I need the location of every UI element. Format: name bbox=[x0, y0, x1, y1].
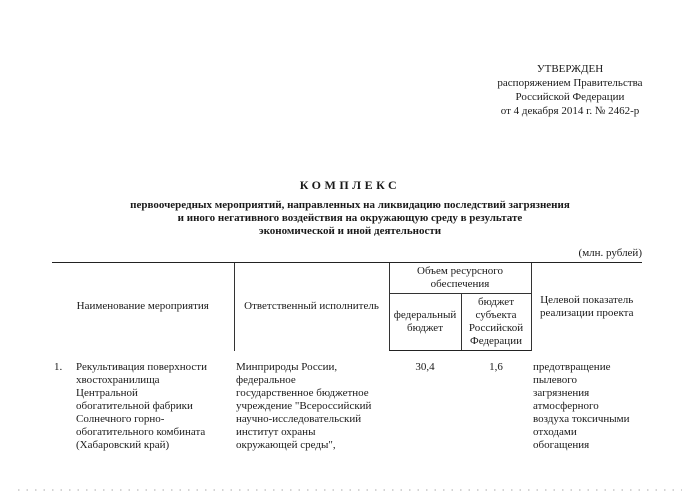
header-regional: бюджет субъекта Российской Федерации bbox=[461, 294, 531, 351]
table-row bbox=[52, 361, 642, 452]
measures-table bbox=[52, 262, 642, 452]
executor-line: учреждение "Всероссийский bbox=[236, 399, 372, 412]
subtitle-line: первоочередных мероприятий, направленных на ликвидацию последствий загрязнения bbox=[130, 199, 570, 211]
header-federal: федеральный бюджет bbox=[389, 294, 461, 351]
target-line: воздуха токсичными bbox=[533, 412, 630, 425]
measure-name-line: обогатительной фабрики bbox=[76, 399, 193, 412]
header-executor: Ответственный исполнитель bbox=[234, 263, 389, 351]
measure-name-line: (Хабаровский край) bbox=[76, 438, 170, 451]
target-line: предотвращение bbox=[533, 360, 611, 373]
regional-budget-cell: 1,6 bbox=[489, 360, 503, 373]
executor-line: государственное бюджетное bbox=[236, 386, 369, 399]
measure-name-line: хвостохранилища bbox=[76, 373, 160, 386]
header-target: Целевой показатель реализации проекта bbox=[531, 263, 642, 351]
measure-name-line: Рекультивация поверхности bbox=[76, 360, 207, 373]
executor-line: окружающей среды", bbox=[236, 438, 336, 451]
executor-line: научно-исследовательский bbox=[236, 412, 362, 425]
measure-name-line: Центральной bbox=[76, 386, 138, 399]
approval-line: от 4 декабря 2014 г. № 2462-р bbox=[500, 105, 640, 117]
approval-line: УТВЕРЖДЕН bbox=[536, 63, 604, 75]
approval-line: Российской Федерации bbox=[515, 91, 625, 103]
federal-budget-cell: 30,4 bbox=[415, 360, 435, 373]
subtitle-line: и иного негативного воздействия на окружающую среду в результате bbox=[177, 212, 523, 224]
subtitle-line: экономической и иной деятельности bbox=[258, 225, 442, 237]
executor-cell bbox=[234, 361, 389, 452]
measure-name-line: Солнечного горно- bbox=[76, 412, 165, 425]
approval-line: распоряжением Правительства bbox=[497, 77, 643, 89]
document-title: КОМПЛЕКС bbox=[299, 178, 401, 192]
row-number: 1. bbox=[54, 360, 63, 373]
target-cell bbox=[531, 361, 642, 452]
executor-line: федеральное bbox=[236, 373, 296, 386]
executor-line: Минприроды России, bbox=[236, 360, 338, 373]
measure-name-line: обогатительного комбината bbox=[76, 425, 206, 438]
target-line: отходами bbox=[533, 425, 577, 438]
approval-block bbox=[470, 62, 670, 118]
measure-cell bbox=[52, 361, 234, 452]
header-funding-group: Объем ресурсного обеспечения bbox=[389, 263, 531, 294]
target-line: обогащения bbox=[533, 438, 590, 451]
document-subtitle bbox=[80, 199, 620, 238]
target-line: атмосферного bbox=[533, 399, 599, 412]
scan-edge-dots bbox=[0, 488, 700, 492]
units-label: (млн. рублей) bbox=[578, 247, 642, 259]
executor-line: институт охраны bbox=[236, 425, 316, 438]
target-line: загрязнения bbox=[533, 386, 590, 399]
header-name: Наименование мероприятия bbox=[52, 263, 234, 351]
target-line: пылевого bbox=[533, 373, 578, 386]
